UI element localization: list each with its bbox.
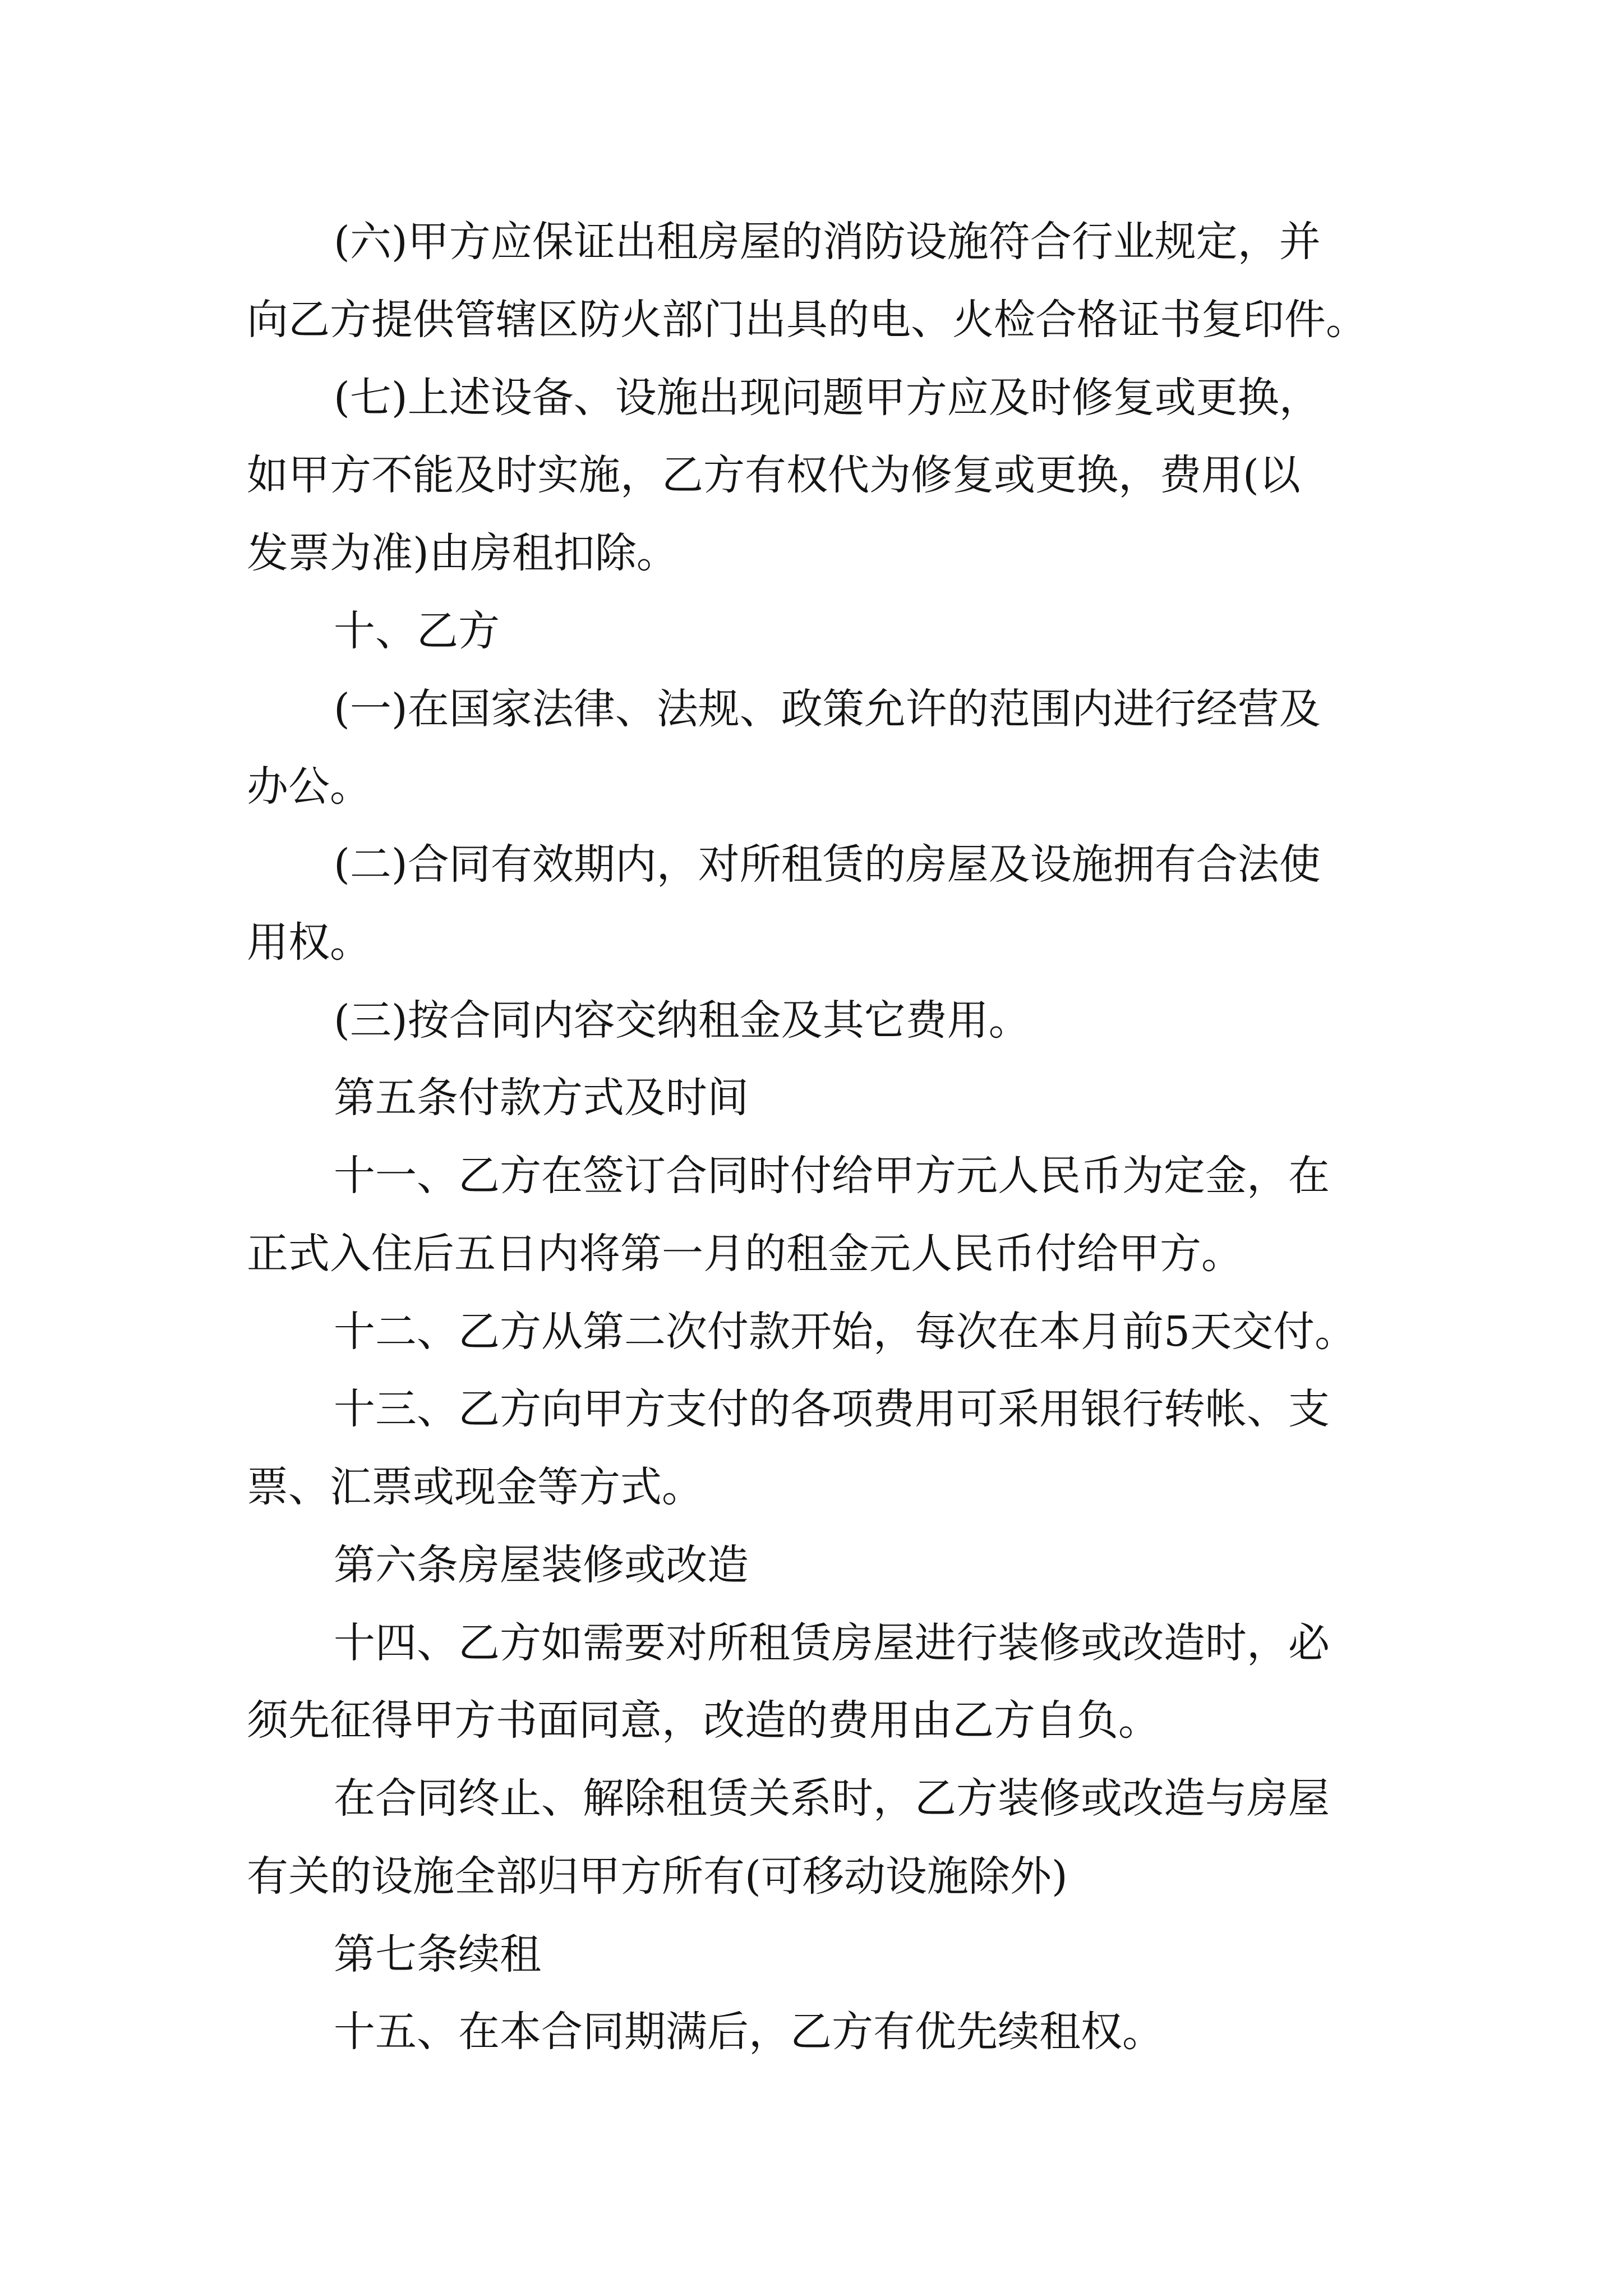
text-line: 十三、乙方向甲方支付的各项费用可采用银行转帐、支 [334, 1385, 1330, 1433]
text-line: 在合同终止、解除租赁关系时，乙方装修或改造与房屋 [334, 1774, 1330, 1823]
text-line: (六)甲方应保证出租房屋的消防设施符合行业规定，并 [334, 218, 1321, 266]
text-line: 正式入住后五日内将第一月的租金元人民币付给甲方。 [247, 1230, 1243, 1278]
text-line: (一)在国家法律、法规、政策允许的范围内进行经营及 [334, 685, 1321, 733]
text-line: (二)合同有效期内，对所租赁的房屋及设施拥有合法使 [334, 840, 1321, 889]
text-line: 向乙方提供管辖区防火部门出具的电、火检合格证书复印件。 [247, 296, 1367, 344]
text-line: 十一、乙方在签订合同时付给甲方元人民币为定金，在 [334, 1152, 1330, 1200]
text-line: 十二、乙方从第二次付款开始，每次在本月前5天交付。 [334, 1308, 1357, 1356]
article-heading: 第七条续租 [334, 1930, 541, 1978]
text-line: 如甲方不能及时实施，乙方有权代为修复或更换，费用(以 [247, 451, 1301, 499]
article-heading: 第五条付款方式及时间 [334, 1074, 749, 1122]
text-line: 须先征得甲方书面同意，改造的费用由乙方自负。 [247, 1696, 1160, 1745]
text-line: 十四、乙方如需要对所租赁房屋进行装修或改造时，必 [334, 1619, 1330, 1667]
text-line: 十五、在本合同期满后，乙方有优先续租权。 [334, 2008, 1164, 2056]
text-line: (三)按合同内容交纳租金及其它费用。 [334, 996, 1030, 1045]
text-line: 发票为准)由房租扣除。 [247, 529, 678, 577]
text-line: 办公。 [247, 762, 371, 811]
text-line: 票、汇票或现金等方式。 [247, 1463, 703, 1511]
section-heading: 十、乙方 [334, 607, 500, 655]
text-line: (七)上述设备、设施出现问题甲方应及时修复或更换， [334, 374, 1321, 422]
article-heading: 第六条房屋装修或改造 [334, 1541, 749, 1589]
text-line: 用权。 [247, 918, 371, 967]
text-line: 有关的设施全部归甲方所有(可移动设施除外) [247, 1852, 1068, 1901]
